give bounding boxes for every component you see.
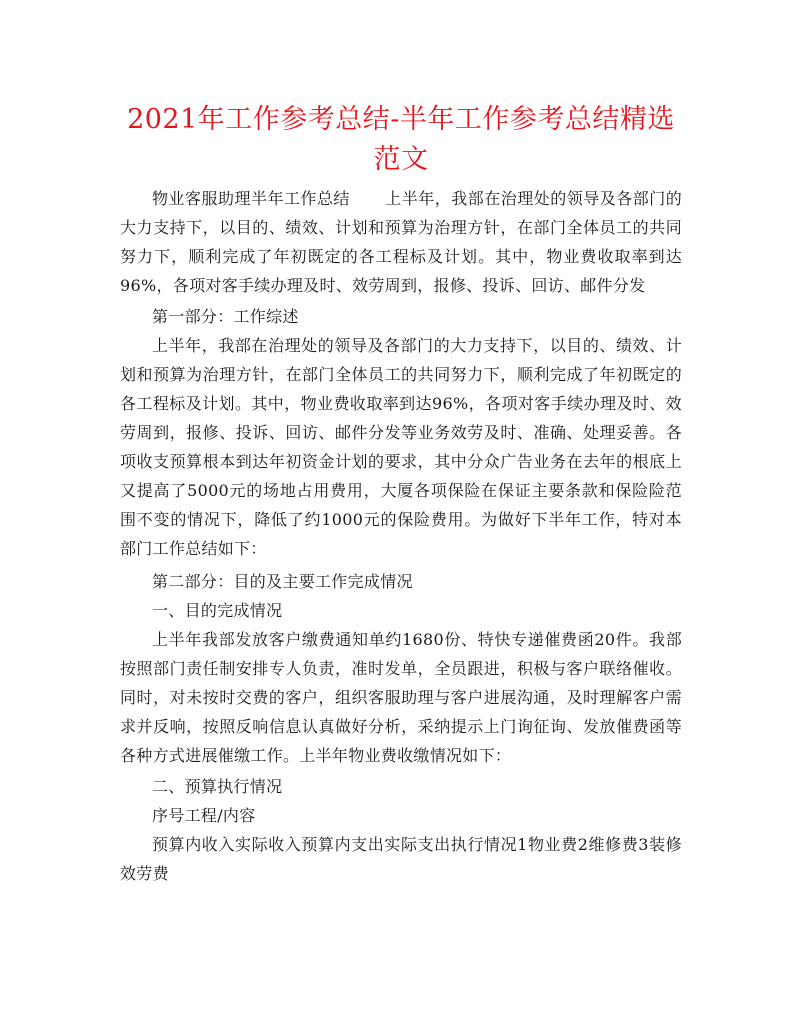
table-header-line: 序号工程/内容 bbox=[152, 806, 256, 825]
table-content-line: 预算内收入实际收入预算内支出实际支出执行情况1物业费2维修费3装修效劳费 bbox=[120, 835, 682, 883]
document-title: 2021年工作参考总结-半年工作参考总结精选范文 bbox=[127, 104, 675, 175]
part1-heading: 第一部分：工作综述 bbox=[152, 307, 299, 326]
intro-rest: 上半年，我部在治理处的领导及各部门的大力支持下，以目的、绩效、计划和预算为治理方针，在部门全体员工的共同努力下，顺利完成了年初既定的各工程标及计划。其中，物业费收取率到达96%，各项对客手续办理及时、效劳周到，报修、投诉、回访、邮件分发 bbox=[120, 189, 682, 295]
intro-paragraph bbox=[120, 184, 682, 300]
part1-paragraph: 上半年，我部在治理处的领导及各部门的大力支持下，以目的、绩效、计划和预算为治理方针，在部门全体员工的共同努力下，顺利完成了年初既定的各工程标及计划。其中，物业费收取率到达96%，各项对客手续办理及时、效劳周到，报修、投诉、回访、邮件分发等业务效劳及时、准确、处理妥善。各项收支预算根本到达年初资金计划的要求，其中分众广告业务在去年的根底上又提高了5000元的场地占用费用，大厦各项保险在保证主要条款和保险险范围不变的情况下，降低了约1000元的保险费用。为做好下半年工作，特对本部门工作总结如下： bbox=[120, 336, 682, 558]
intro-lead: 物业客服助理半年工作总结 bbox=[152, 189, 350, 208]
section2-heading: 二、预算执行情况 bbox=[152, 777, 283, 796]
section1-heading: 一、目的完成情况 bbox=[152, 601, 283, 620]
document-body bbox=[120, 184, 682, 888]
section1-paragraph: 上半年我部发放客户缴费通知单约1680份、特快专递催费函20件。我部按照部门责任制安排专人负责，准时发单，全员跟进，积极与客户联络催收。同时，对未按时交费的客户，组织客服助理与客户进展沟通，及时理解客户需求并反响，按照反响信息认真做好分析，采纳提示上门询征询、发放催费函等各种方式进展催缴工作。上半年物业费收缴情况如下： bbox=[120, 630, 682, 765]
part2-heading: 第二部分：目的及主要工作完成情况 bbox=[152, 572, 413, 591]
